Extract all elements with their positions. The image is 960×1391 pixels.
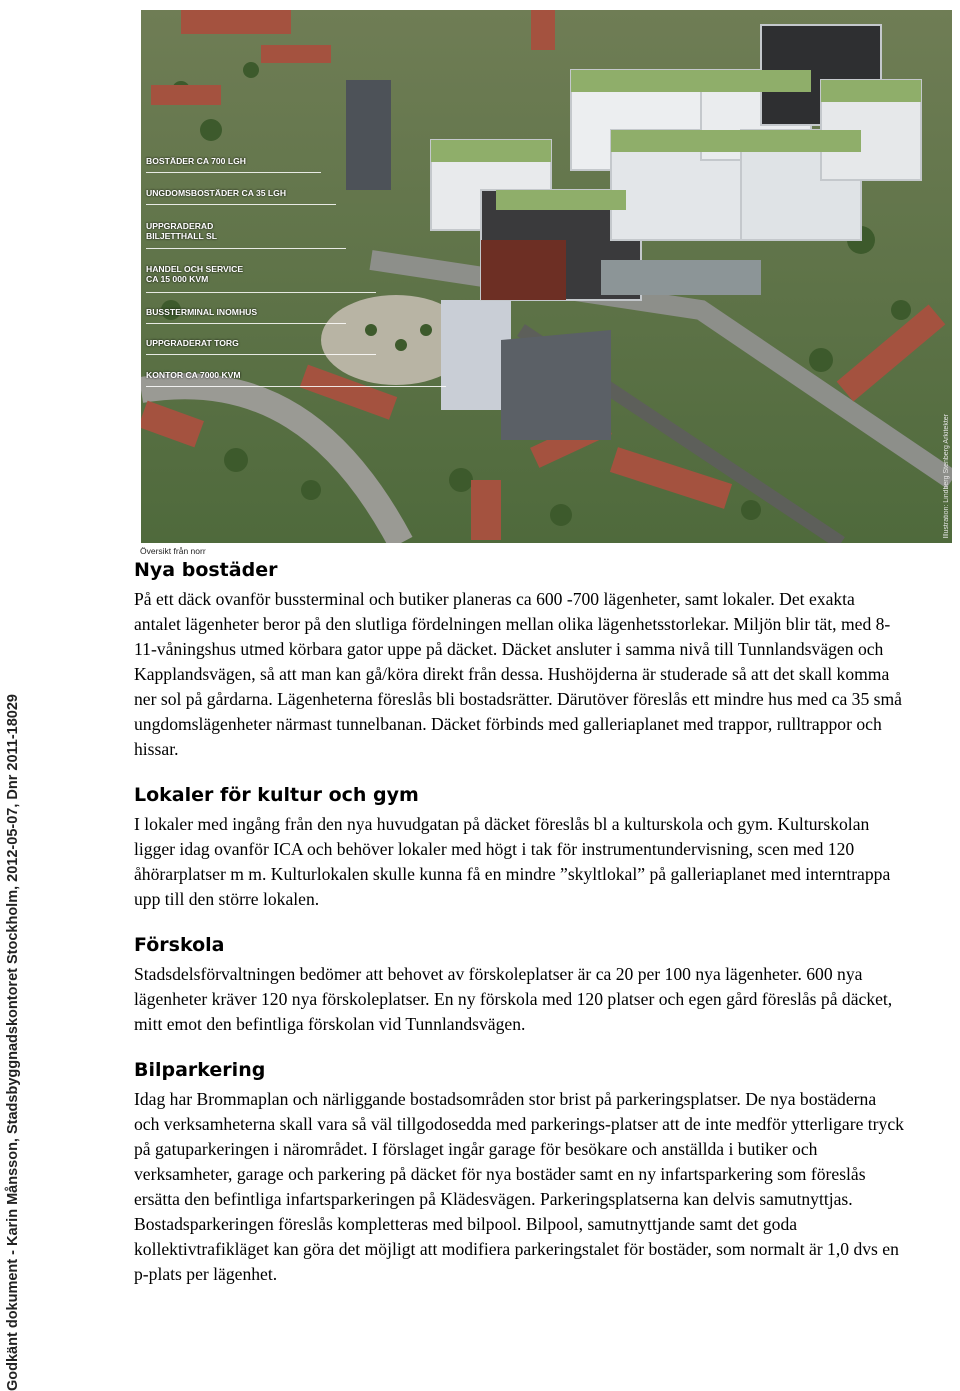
aerial-illustration-drawing bbox=[141, 10, 952, 543]
section-culture-gym bbox=[134, 781, 904, 912]
section-paragraph: Idag har Brommaplan och närliggande bostadsområden stor brist på parkeringsplatser. De nya bostäderna och verksamheterna skall vara så väl tillgodosedda med parkerings-platser att de inte medför ytterligare tryck på gatuparkeringen i närområdet. I förslaget ingår garage för besökare och anställda i butiker och verksamheter, garage och parkering på däcket för nya bostäder samt en ny infartsparkering som föreslås ersätta den befintliga infartsparkeringen på Klädesvägen. Parkeringsplatserna kan delvis samutnyttjas. Bostadsparkeringen föreslås kompletteras med bilpool. Bilpool, samutnyttjande samt det goda kollektivtrafikläget kan göra det möjligt att modifiera parkeringstalet för bostäder, som normalt är 1,0 dvs en p-plats per lägenhet. bbox=[134, 1089, 904, 1284]
map-label-housing: BOSTÄDER CA 700 LGH bbox=[146, 156, 246, 166]
map-label-offices: KONTOR CA 7000 KVM bbox=[146, 370, 241, 380]
map-label-retail: HANDEL OCH SERVICE CA 15 000 KVM bbox=[146, 264, 244, 284]
illustration-credit: Illustration: Lindberg Stenberg Arkitekter bbox=[943, 414, 950, 539]
map-label-square: UPPGRADERAT TORG bbox=[146, 338, 239, 348]
section-paragraph: I lokaler med ingång från den nya huvudgatan på däcket föreslås bl a kulturskola och gym. Kulturskolan ligger idag ovanför ICA och behöver lokaler med högt i tak för instrumentundervisning, scen med 120 åhörarplatser m m. Kulturlokalen skulle kunna få en mindre ”skyltlokal” på galleriaplanet med interntrappa upp till den större lokalen. bbox=[134, 814, 891, 909]
section-paragraph: På ett däck ovanför bussterminal och butiker planeras ca 600 -700 lägenheter, samt lokaler. Det exakta antalet lägenheter beror på den slutliga fördelningen mellan olika lägenhetsstorlekar. Miljön blir tät, med 8-11-våningshus utmed körbara gator uppe på däcket. Däcket ansluter i samma nivå till Tunnlandsvägen och Kapplandsvägen, så att man kan gå/köra direkt från dessa. Hushöjderna är studerade så att det skall komma ner sol på gårdarna. Lägenheterna föreslås bli bostadsrätter. Därutöver föreslås ett mindre hus med ca 35 små ungdomslägenheter närmast tunnelbanan. Däcket förbinds med galleriaplanet med trappor, rulltrappor och hissar. bbox=[134, 589, 902, 759]
section-preschool bbox=[134, 931, 904, 1037]
section-heading: Lokaler för kultur och gym bbox=[134, 784, 419, 806]
label-leader-line bbox=[146, 386, 446, 387]
side-approval-text bbox=[0, 0, 26, 1391]
section-paragraph: Stadsdelsförvaltningen bedömer att behovet av förskoleplatser är ca 20 per 100 nya lägenheter. 600 nya lägenheter kräver 120 nya förskoleplatser. En ny förskola med 120 platser och egen gård föreslås på däcket, mitt emot den befintliga förskolan vid Tunnlandsvägen. bbox=[134, 964, 893, 1034]
map-label-bus-terminal: BUSSTERMINAL INOMHUS bbox=[146, 307, 258, 317]
document-body bbox=[134, 556, 904, 1287]
label-leader-line bbox=[146, 354, 376, 355]
label-leader-line bbox=[146, 172, 321, 173]
label-leader-line bbox=[146, 323, 346, 324]
section-heading: Nya bostäder bbox=[134, 559, 278, 581]
figure-caption: Översikt från norr bbox=[140, 546, 206, 556]
label-leader-line bbox=[146, 204, 336, 205]
aerial-illustration bbox=[141, 10, 952, 543]
label-leader-line bbox=[146, 248, 346, 249]
label-leader-line bbox=[146, 292, 376, 293]
section-heading: Bilparkering bbox=[134, 1059, 266, 1081]
section-new-housing bbox=[134, 556, 904, 762]
section-heading: Förskola bbox=[134, 934, 225, 956]
map-label-youth-housing: UNGDOMSBOSTÄDER CA 35 LGH bbox=[146, 188, 287, 198]
section-parking bbox=[134, 1056, 904, 1287]
side-approval-label: Godkänt dokument - Karin Månsson, Stadsbyggnadskontoret Stockholm, 2012-05-07, Dnr 2011-18029 bbox=[5, 694, 21, 1391]
map-label-ticket-hall: UPPGRADERAD BILJETTHALL SL bbox=[146, 221, 217, 241]
